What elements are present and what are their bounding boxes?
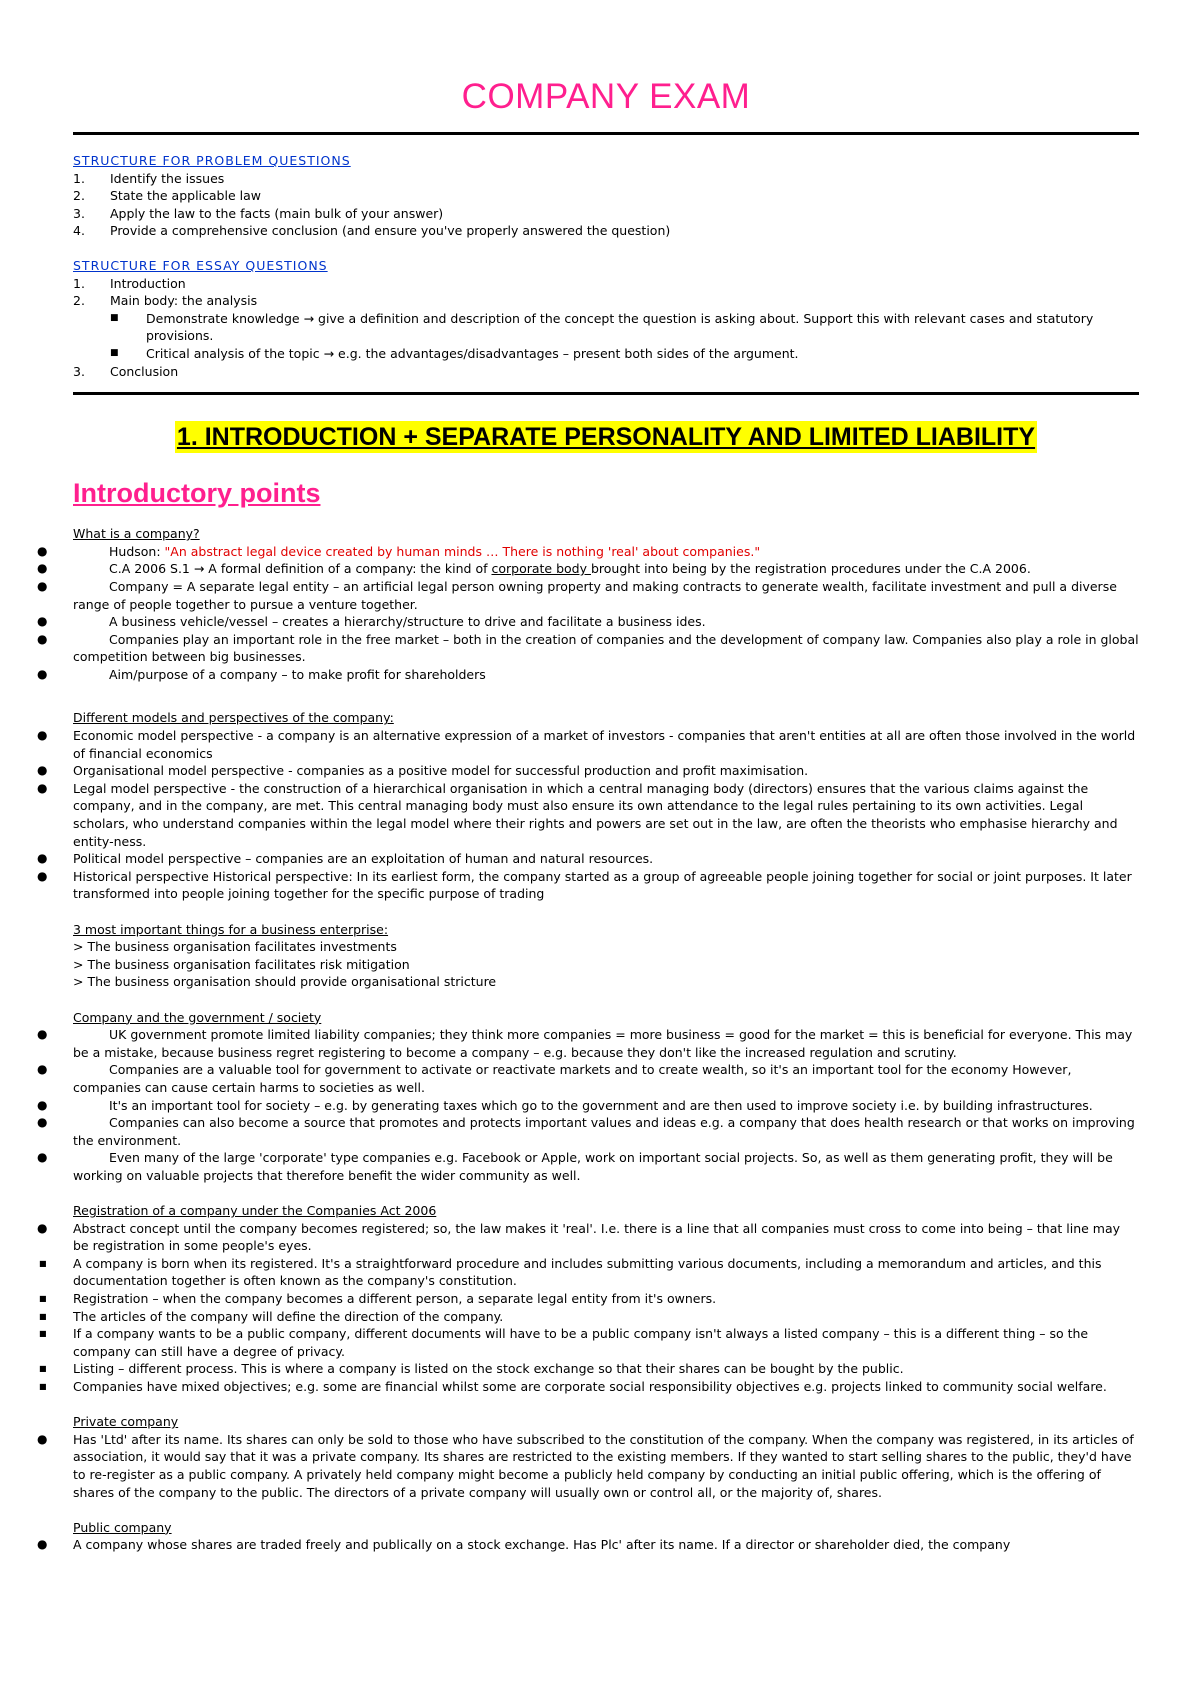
bullet-icon: ● [37,543,48,558]
list-item: ● Organisational model perspective - companies as a positive model for successful production and profit maximisation. [37,763,809,779]
intro-heading: Introductory points [73,478,321,509]
registration-section [37,1202,1139,1396]
divider [73,132,1139,135]
list-item: ■ The articles of the company will define the direction of the company. [39,1308,504,1324]
document-page [37,0,1139,1554]
what-is-heading: What is a company? [73,526,200,542]
bullet-icon: ● [37,1062,48,1077]
models-heading: Different models and perspectives of the company: [73,710,394,726]
bullet-icon: ● [37,666,48,681]
list-item: ● Hudson: "An abstract legal device created by human minds … There is nothing 'real' about companies." [37,543,761,559]
list-item: ● Companies can also become a source that promotes and protects important values and ideas e.g. a company that does health research or that works on improving the environment. [37,1115,1135,1148]
square-bullet-icon: ■ [110,347,119,358]
bullet-icon: ● [37,868,48,883]
list-item: ● Companies play an important role in the free market – both in the creation of companies and the development of company law. Companies also play a role in global competition between big businesses. [37,631,1139,665]
essay-sublist [73,310,1139,363]
document-title: COMPANY EXAM [461,77,751,116]
list-item: > The business organisation should provide organisational stricture [73,974,497,990]
list-item: 1. Introduction [73,275,186,291]
bullet-icon: ● [37,1431,48,1446]
list-item: ● A business vehicle/vessel – creates a hierarchy/structure to drive and facilitate a business ides. [37,614,706,630]
private-heading: Private company [73,1414,179,1430]
models-section [37,709,1139,903]
list-item: 2. State the applicable law [73,188,261,204]
essay-section [73,257,1139,380]
list-item: ■ If a company wants to be a public company, different documents will have to be a public company isn't always a listed company – this is a different thing – so the company can still have a degree of privacy. [39,1326,1089,1359]
bullet-icon: ● [37,1097,48,1112]
private-section [37,1413,1139,1501]
list-item: ● Legal model perspective - the construction of a hierarchical organisation in which a central managing body (directors) ensures that the various claims against the company, and in the company, are met. This central managing body must also ensure its own attendance to the legal rules pertaining to its own activities. Legal scholars, who understand companies within the legal model where their rights and powers are set out in the law, are often the theorists who emphasise hierarchy and entity-ness. [37,780,1118,849]
square-bullet-icon: ■ [110,312,119,323]
list-item: 1. Identify the issues [73,170,225,186]
list-item: 4. Provide a comprehensive conclusion (and ensure you've properly answered the question) [73,223,671,239]
small-bullet-icon: ■ [39,1382,47,1392]
bullet-icon: ● [37,561,48,576]
divider [73,392,1139,395]
bullet-icon: ● [37,728,48,743]
list-item: ● Historical perspective Historical perspective: In its earliest form, the company started as a group of agreeable people joining together for social or joint purposes. It later transformed into people joining together for the specific purpose of trading [37,868,1132,902]
list-item: ● Economic model perspective - a company is an alternative expression of a market of investors - companies that aren't entities at all are often those involved in the world of financial economics [37,728,1136,761]
list-item: ● Companies are a valuable tool for government to activate or reactivate markets and to create wealth, so it's an important tool for the economy However, companies can cause certain harms to societies as well. [37,1062,1072,1095]
bullet-icon: ● [37,1150,48,1165]
list-item: ● A company whose shares are traded freely and publically on a stock exchange. Has Plc' after its name. If a director or shareholder died, the company [37,1537,1011,1553]
bullet-icon: ● [37,851,48,866]
gov-section [37,1009,1139,1185]
problem-section [73,152,1139,240]
list-item: 2. Main body: the analysis ■ Demonstrate knowledge → give a definition and description of the concept the question is asking about. Support this with relevant cases and statutory provisions. ■ Critical analysis of the topic → e.g. the advantages/disadvantages – present both sides of the argument. [73,292,1139,362]
bullet-icon: ● [37,578,48,593]
list-item: ■ Companies have mixed objectives; e.g. some are financial whilst some are corporate social responsibility objectives e.g. projects linked to community social welfare. [39,1379,1107,1395]
list-item: > The business organisation facilitates risk mitigation [73,956,410,972]
public-section [37,1519,1139,1554]
small-bullet-icon: ■ [39,1258,47,1268]
bullet-icon: ● [37,1115,48,1130]
list-item: ■ Demonstrate knowledge → give a definition and description of the concept the question is asking about. Support this with relevant cases and statutory provisions. [110,310,1094,344]
list-item: ● Has 'Ltd' after its name. Its shares can only be sold to those who have subscribed to the constitution of the company. When the company was registered, in its articles of association, it would say that it was a private company. Its shares are restricted to the existing members. If they wanted to start selling shares to the public, they'd have to re-register as a public company. A privately held company might become a publicly held company by conducting an initial public offering, which is the offering of shares of the company to the public. The directors of a private company will usually own or control all, or the majority of, shares. [37,1431,1134,1500]
bullet-icon: ● [37,780,48,795]
public-heading: Public company [73,1519,172,1535]
essay-list [73,275,1139,381]
three-heading: 3 most important things for a business enterprise: [73,921,389,937]
list-item: ● UK government promote limited liability companies; they think more companies = more business = good for the market = this is beneficial for everyone. This may be a mistake, because business regret registering to become a company – e.g. because they don't like the increased regulation and scrutiny. [37,1027,1133,1060]
list-item: ■ Registration – when the company becomes a different person, a separate legal entity from it's owners. [39,1291,717,1307]
list-item: ● Even many of the large 'corporate' type companies e.g. Facebook or Apple, work on important social projects. So, as well as them generating profit, they will be working on valuable projects that therefore benefit the wider community as well. [37,1150,1113,1183]
list-item: > The business organisation facilitates investments [73,939,397,955]
small-bullet-icon: ■ [39,1294,47,1304]
gov-heading: Company and the government / society [73,1009,322,1025]
list-item: 3. Conclusion [73,363,179,379]
what-is-section [37,525,1139,683]
list-item: ● It's an important tool for society – e.g. by generating taxes which go to the government and are then used to improve society i.e. by building infrastructures. [37,1097,1093,1113]
three-section [73,921,1139,991]
bullet-icon: ● [37,614,48,629]
small-bullet-icon: ■ [39,1329,47,1339]
list-item: 3. Apply the law to the facts (main bulk of your answer) [73,205,444,221]
bullet-icon: ● [37,1027,48,1042]
chapter-title-wrap [73,421,1139,453]
bullet-icon: ● [37,763,48,778]
list-item: ● Abstract concept until the company becomes registered; so, the law makes it 'real'. I.e. there is a line that all companies must cross to come into being – that line may be registration in some people's eyes. [37,1220,1121,1254]
list-item: ● C.A 2006 S.1 → A formal definition of a company: the kind of corporate body brought into being by the registration procedures under the C.A 2006. [37,561,1031,577]
essay-heading: STRUCTURE FOR ESSAY QUESTIONS [73,257,328,273]
list-item: ■ Listing – different process. This is where a company is listed on the stock exchange so that their shares can be bought by the public. [39,1361,904,1377]
bullet-icon: ● [37,1220,48,1235]
bullet-icon: ● [37,1537,48,1552]
list-item: ■ A company is born when its registered. It's a straightforward procedure and includes submitting various documents, including a memorandum and articles, and this documentation together is often known as the company's constitution. [39,1255,1102,1289]
bullet-icon: ● [37,631,48,646]
problem-heading: STRUCTURE FOR PROBLEM QUESTIONS [73,153,351,168]
problem-list [73,170,1139,240]
small-bullet-icon: ■ [39,1311,47,1321]
small-bullet-icon: ■ [39,1364,47,1374]
list-item: ■ Critical analysis of the topic → e.g. the advantages/disadvantages – present both sides of the argument. [110,345,799,361]
list-item: ● Political model perspective – companies are an exploitation of human and natural resources. [37,851,654,867]
registration-heading: Registration of a company under the Companies Act 2006 [73,1203,437,1219]
list-item: ● Company = A separate legal entity – an artificial legal person owning property and making contracts to generate wealth, facilitate investment and pull a diverse range of people together to pursue a venture together. [37,578,1117,612]
chapter-title: 1. INTRODUCTION + SEPARATE PERSONALITY AND LIMITED LIABILITY [176,423,1036,452]
list-item: ● Aim/purpose of a company – to make profit for shareholders [37,666,486,682]
